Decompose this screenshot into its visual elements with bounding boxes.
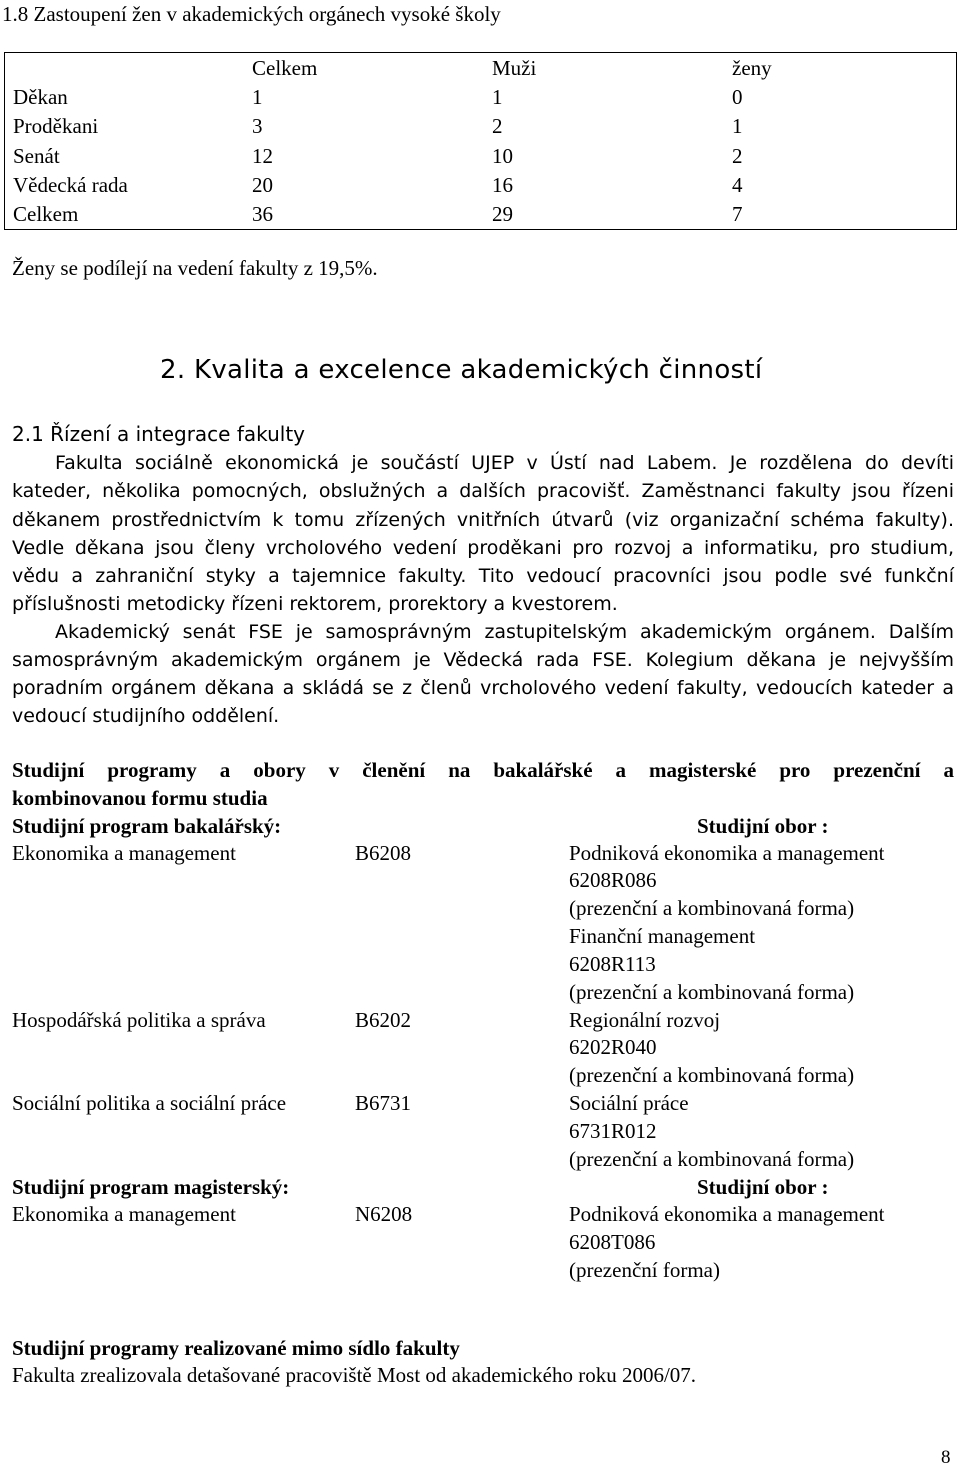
bachelor-heading: Studijní program bakalářský: [12, 814, 282, 838]
subsection-heading: 2.1 Řízení a integrace fakulty [12, 422, 306, 446]
program-name: Ekonomika a management [12, 841, 236, 865]
field-code: 6208R086 [569, 868, 657, 892]
programs-heading: Studijní programy a obory v členění na bakalářské a magisterské pro prezenční a [12, 758, 954, 782]
table-cell: 36 [252, 202, 273, 227]
program-code: B6208 [355, 841, 412, 865]
bachelor-obor-heading: Studijní obor : [697, 814, 829, 838]
table-cell: 29 [492, 202, 513, 227]
table-cell: 1 [252, 84, 263, 109]
field-code: 6731R012 [569, 1119, 657, 1143]
program-code: B6731 [355, 1091, 412, 1115]
page-number: 8 [941, 1447, 951, 1468]
table-cell: 1 [492, 84, 503, 109]
table-cell: 1 [732, 114, 743, 139]
field-name: Sociální práce [569, 1091, 689, 1115]
table-cell: 3 [252, 114, 263, 139]
paragraph-line: děkanem prostřednictvím k tomu zřízených vnitřních útvarů (viz organizační schéma fakulty). [12, 509, 954, 531]
master-obor-heading: Studijní obor : [697, 1175, 829, 1199]
paragraph-line: samosprávným akademickým orgánem je Vědecká rada FSE. Kolegium děkana je nejvyšším [12, 649, 954, 671]
paragraph-line: Fakulta sociálně ekonomická je součástí UJEP v Ústí nad Labem. Je rozdělena do devíti [55, 452, 954, 474]
outside-text: Fakulta zrealizovala detašované pracoviště Most od akademického roku 2006/07. [12, 1363, 697, 1387]
chapter-heading: 2. Kvalita a excelence akademických činností [160, 355, 763, 385]
field-code: 6202R040 [569, 1035, 657, 1059]
table-row [5, 141, 957, 170]
table-row [5, 170, 957, 199]
field-form: (prezenční a kombinovaná forma) [569, 980, 855, 1004]
table-cell: 4 [732, 172, 743, 197]
field-form: (prezenční a kombinovaná forma) [569, 1147, 855, 1171]
programs-heading-line2: kombinovanou formu studia [12, 786, 268, 810]
table-cell: 0 [732, 84, 743, 109]
table-row [5, 200, 957, 230]
field-form: (prezenční a kombinovaná forma) [569, 1063, 855, 1087]
table-cell: 2 [732, 143, 743, 168]
table-row [5, 112, 957, 141]
program-name: Ekonomika a management [12, 1202, 236, 1226]
program-code: B6202 [355, 1008, 412, 1032]
field-name: Podniková ekonomika a management [569, 1202, 885, 1226]
field-name: Podniková ekonomika a management [569, 841, 885, 865]
section-heading: 1.8 Zastoupení žen v akademických orgánech vysoké školy [2, 2, 501, 26]
table-cell: 2 [492, 114, 503, 139]
table-row [5, 82, 957, 111]
master-heading: Studijní program magisterský: [12, 1175, 290, 1199]
field-code: 6208R113 [569, 952, 656, 976]
table-header-cell: Muži [492, 55, 537, 80]
table-cell: Senát [13, 143, 60, 168]
table-header-row [5, 53, 957, 83]
field-code: 6208T086 [569, 1230, 656, 1254]
table-cell: 10 [492, 143, 513, 168]
table-cell: Proděkani [13, 114, 99, 139]
table-cell: 20 [252, 172, 273, 197]
program-name: Hospodářská politika a správa [12, 1008, 266, 1032]
field-form: (prezenční a kombinovaná forma) [569, 896, 855, 920]
outside-heading: Studijní programy realizované mimo sídlo fakulty [12, 1336, 460, 1360]
women-share-text: Ženy se podílejí na vedení fakulty z 19,5%. [12, 256, 378, 280]
table-header-cell [5, 53, 253, 83]
field-name: Regionální rozvoj [569, 1008, 721, 1032]
paragraph-line: kateder, několika pomocných, obslužných a dalších pracovišť. Zaměstnanci fakulty jsou řízeni [12, 480, 954, 502]
table-cell: Vědecká rada [13, 172, 128, 197]
table-cell: 12 [252, 143, 273, 168]
field-form: (prezenční forma) [569, 1258, 720, 1282]
paragraph-line: vědu a zahraniční styky a tajemnice fakulty. Tito vedoucí pracovníci jsou podle své funkční [12, 565, 954, 587]
paragraph-line: Akademický senát FSE je samosprávným zastupitelským akademickým orgánem. Dalším [55, 621, 954, 643]
program-name: Sociální politika a sociální práce [12, 1091, 287, 1115]
table-cell: 16 [492, 172, 513, 197]
table-header-cell: ženy [732, 55, 772, 80]
table-header-cell: Celkem [252, 55, 318, 80]
table-cell: Celkem [13, 202, 79, 227]
paragraph-line: Vedle děkana jsou členy vrcholového vedení proděkani pro rozvoj a informatiku, pro studium, [12, 537, 954, 559]
table-cell: Děkan [13, 84, 68, 109]
paragraph-line: příslušnosti metodicky řízeni rektorem, prorektory a kvestorem. [12, 593, 618, 615]
table-cell: 7 [732, 202, 743, 227]
field-name: Finanční management [569, 924, 756, 948]
paragraph-line: vedoucí studijního oddělení. [12, 705, 280, 727]
paragraph-line: poradním orgánem děkana a skládá se z členů vrcholového vedení fakulty, vedoucích kateder a [12, 677, 954, 699]
women-representation-table [4, 52, 957, 230]
program-code: N6208 [355, 1202, 413, 1226]
